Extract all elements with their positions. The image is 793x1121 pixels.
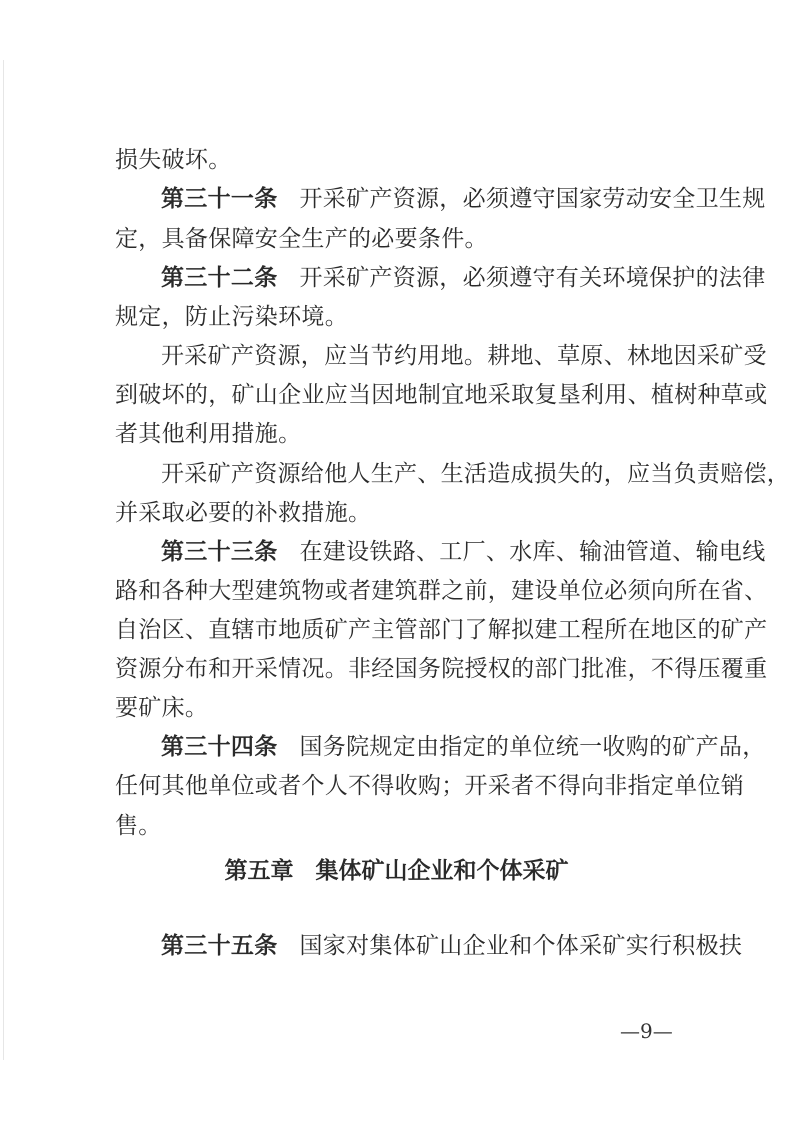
article-33-line-3 <box>115 612 768 648</box>
line-text: 售。 <box>115 813 162 839</box>
article-33-line-1 <box>161 534 766 570</box>
line-text: 路和各种大型建筑物或者建筑群之前，建设单位必须向所在省、 <box>115 578 768 604</box>
page-edge-shadow <box>3 60 4 1060</box>
line-text: 要矿床。 <box>115 695 209 721</box>
article-33-line-4 <box>115 651 768 687</box>
chapter-heading <box>0 851 793 891</box>
article-33-line-5 <box>115 690 208 726</box>
page-number: —9— <box>620 1019 673 1043</box>
article-33-text: 在建设铁路、工厂、水库、输油管道、输电线 <box>299 539 766 565</box>
line-text: 到破坏的，矿山企业应当因地制宜地采取复垦利用、植树种草或 <box>115 382 768 408</box>
article-35-text: 国家对集体矿山企业和个体采矿实行积极扶 <box>299 933 743 959</box>
chapter-number: 第五章 <box>224 858 294 884</box>
article-35-line-1 <box>161 928 743 964</box>
article-32-line-2 <box>115 299 348 335</box>
line-text: 资源分布和开采情况。非经国务院授权的部门批准，不得压覆重 <box>115 656 768 682</box>
line-text: 者其他利用措施。 <box>115 421 302 447</box>
article-32-line-1 <box>161 260 766 296</box>
article-34-line-2 <box>115 768 745 804</box>
article-31-text: 开采矿产资源，必须遵守国家劳动安全卫生规 <box>299 186 766 212</box>
article-32-label: 第三十二条 <box>161 265 278 291</box>
article-31-label: 第三十一条 <box>161 186 278 212</box>
text-line-continuation <box>115 142 232 178</box>
article-33-label: 第三十三条 <box>161 539 278 565</box>
article-35-label: 第三十五条 <box>161 933 278 959</box>
paragraph-line <box>161 338 767 374</box>
line-text: 自治区、直辖市地质矿产主管部门了解拟建工程所在地区的矿产 <box>115 617 768 643</box>
line-text: 损失破坏。 <box>115 147 232 173</box>
article-34-label: 第三十四条 <box>161 734 278 760</box>
line-text: 定，具备保障安全生产的必要条件。 <box>115 226 488 252</box>
paragraph-line <box>115 377 768 413</box>
paragraph-line <box>115 416 301 452</box>
paragraph-line <box>115 495 371 531</box>
article-33-line-2 <box>115 573 768 609</box>
line-text: 并采取必要的补救措施。 <box>115 500 372 526</box>
article-34-text: 国务院规定由指定的单位统一收购的矿产品， <box>299 734 766 760</box>
article-34-line-1 <box>161 729 766 765</box>
article-32-text: 开采矿产资源，必须遵守有关环境保护的法律 <box>299 265 766 291</box>
article-31-line-2 <box>115 221 488 257</box>
line-text: 开采矿产资源，应当节约用地。耕地、草原、林地因采矿受 <box>161 343 767 369</box>
paragraph-line <box>161 456 791 492</box>
article-31-line-1 <box>161 181 766 217</box>
line-text: 开采矿产资源给他人生产、生活造成损失的，应当负责赔偿， <box>161 461 791 487</box>
line-text: 规定，防止污染环境。 <box>115 304 348 330</box>
line-text: 任何其他单位或者个人不得收购；开采者不得向非指定单位销 <box>115 773 745 799</box>
chapter-title: 集体矿山企业和个体采矿 <box>315 858 569 884</box>
article-34-line-3 <box>115 808 162 844</box>
